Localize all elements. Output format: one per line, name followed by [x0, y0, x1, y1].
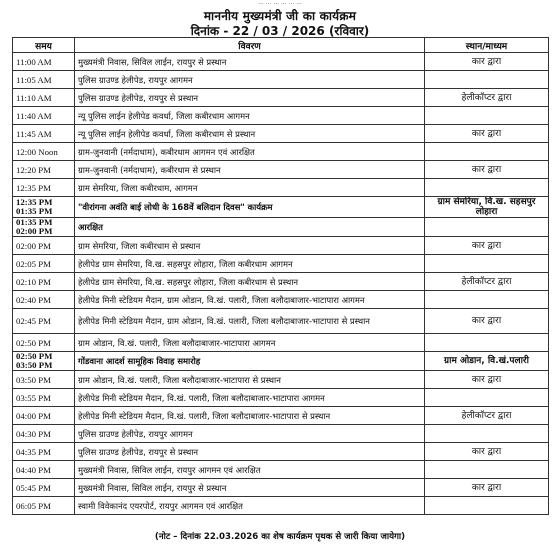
table-header-row [13, 38, 549, 53]
mode-cell [425, 179, 549, 197]
description-cell: ग्राम ओडान, वि.खं. पलारी, जिला बलौदाबाजार-भाटापारा से प्रस्थान [75, 371, 425, 389]
time-cell: 11:45 AM [13, 125, 75, 143]
mode-cell [425, 143, 549, 161]
table-row [13, 371, 549, 389]
table-row [13, 125, 549, 143]
table-row [13, 237, 549, 255]
mode-cell: कार द्वारा [425, 371, 549, 389]
table-row [13, 89, 549, 107]
table-row [13, 407, 549, 425]
table-row [13, 443, 549, 461]
description-cell: न्यू पुलिस लाईन हेलीपेड कवर्धा, जिला कबीरधाम आगमन [75, 107, 425, 125]
footer-note: (नोट – दिनांक 22.03.2026 का शेष कार्यक्रम पृथक से जारी किया जायेगा) [154, 532, 406, 542]
time-cell: 02:00 PM [13, 237, 75, 255]
time-cell: 02:05 PM [13, 255, 75, 273]
date-line: दिनांक - 22 / 03 / 2026 (रविवार) [190, 24, 370, 38]
time-cell: 12:35 PM 01:35 PM [13, 197, 75, 218]
time-cell: 02:10 PM [13, 273, 75, 291]
mode-cell [425, 425, 549, 443]
time-cell: 12:00 Noon [13, 143, 75, 161]
table-row [13, 479, 549, 497]
mode-cell [425, 389, 549, 407]
mode-cell: कार द्वारा [425, 309, 549, 334]
time-cell: 11:10 AM [13, 89, 75, 107]
description-cell: स्वामी विवेकानंद एयरपोर्ट, रायपुर आगमन एवं आरक्षित [75, 497, 425, 515]
description-cell: पुलिस ग्राउण्ड हेलीपेड, रायपुर से प्रस्थान [75, 443, 425, 461]
description-cell: हेलीपेड मिनी स्टेडियम मैदान, वि.खं. पलारी, जिला बलौदाबाजार-भाटापारा से प्रस्थान [75, 407, 425, 425]
mode-cell: ग्राम ओडान, वि.खं.पलारी [425, 352, 549, 371]
time-cell: 02:45 PM [13, 309, 75, 334]
table-row [13, 273, 549, 291]
mode-cell: ग्राम सेमरिया, वि.ख. सहसपुर लोहारा [425, 197, 549, 218]
description-cell: ग्राम-जुनवानी (नर्मदाधाम), कबीरधाम आगमन एवं आरक्षित [75, 143, 425, 161]
col-header-description: विवरण [75, 38, 425, 53]
description-cell: मुख्यमंत्री निवास, सिविल लाईन, रायपुर से प्रस्थान [75, 53, 425, 71]
description-cell: हेलीपेड ग्राम सेमरिया, वि.ख. सहसपुर लोहारा, जिला कबीरधाम से प्रस्थान [75, 273, 425, 291]
table-row [13, 161, 549, 179]
description-cell: हेलीपेड ग्राम सेमरिया, वि.ख. सहसपुर लोहारा, जिला कबीरधाम आगमन [75, 255, 425, 273]
time-cell: 02:50 PM [13, 334, 75, 352]
description-cell: आरक्षित [75, 218, 425, 237]
table-row [13, 107, 549, 125]
table-row [13, 389, 549, 407]
time-cell: 11:40 AM [13, 107, 75, 125]
mode-cell [425, 291, 549, 309]
page-title: माननीय मुख्यमंत्री जी का कार्यक्रम [203, 9, 357, 23]
mode-cell [425, 461, 549, 479]
table-row [13, 497, 549, 515]
table-row [13, 143, 549, 161]
description-cell: ग्राम सेमरिया, जिला कबीरधाम, आगमन [75, 179, 425, 197]
mode-cell [425, 218, 549, 237]
col-header-time: समय [13, 38, 75, 53]
schedule-table [12, 37, 549, 515]
table-row [13, 291, 549, 309]
mode-cell: कार द्वारा [425, 479, 549, 497]
mode-cell [425, 334, 549, 352]
description-cell: गोंडवाना आदर्श सामूहिक विवाह समारोह [75, 352, 425, 371]
table-row [13, 334, 549, 352]
time-cell: 03:55 PM [13, 389, 75, 407]
table-row [13, 71, 549, 89]
table-row [13, 53, 549, 71]
mode-cell [425, 255, 549, 273]
description-cell: मुख्यमंत्री निवास, सिविल लाईन, रायपुर से प्रस्थान [75, 479, 425, 497]
table-row [13, 218, 549, 237]
time-cell: 04:35 PM [13, 443, 75, 461]
description-cell: पुलिस ग्राउण्ड हेलीपेड, रायपुर आगमन [75, 425, 425, 443]
mode-cell [425, 497, 549, 515]
description-cell: मुख्यमंत्री निवास, सिविल लाईन, रायपुर आगमन एवं आरक्षित [75, 461, 425, 479]
table-row [13, 197, 549, 218]
mode-cell [425, 71, 549, 89]
table-row [13, 352, 549, 371]
time-cell: 04:30 PM [13, 425, 75, 443]
table-row [13, 179, 549, 197]
mode-cell: हेलीकॉप्टर द्वारा [425, 407, 549, 425]
table-row [13, 461, 549, 479]
time-cell: 02:40 PM [13, 291, 75, 309]
time-cell: 04:40 PM [13, 461, 75, 479]
mode-cell: हेलीकॉप्टर द्वारा [425, 89, 549, 107]
mode-cell: कार द्वारा [425, 237, 549, 255]
description-cell: हेलीपेड मिनी स्टेडियम मैदान, वि.खं. पलारी, जिला बलौदाबाजार-भाटापारा आगमन [75, 389, 425, 407]
mode-cell: कार द्वारा [425, 161, 549, 179]
mode-cell: कार द्वारा [425, 443, 549, 461]
time-cell: 01:35 PM 02:00 PM [13, 218, 75, 237]
time-cell: 11:05 AM [13, 71, 75, 89]
mode-cell: कार द्वारा [425, 125, 549, 143]
table-row [13, 255, 549, 273]
time-cell: 04:00 PM [13, 407, 75, 425]
description-cell: ग्राम सेमरिया, जिला कबीरधाम से प्रस्थान [75, 237, 425, 255]
time-cell: 06:05 PM [13, 497, 75, 515]
description-cell: ग्राम-जुनवानी (नर्मदाधाम), कबीरधाम से प्रस्थान [75, 161, 425, 179]
mode-cell: कार द्वारा [425, 53, 549, 71]
mode-cell [425, 107, 549, 125]
time-cell: 12:35 PM [13, 179, 75, 197]
description-cell: पुलिस ग्राउण्ड हेलीपेड, रायपुर से प्रस्थान [75, 89, 425, 107]
table-row [13, 425, 549, 443]
description-cell: "वीरांगना अवंति बाई लोधी के 168वें बलिदान दिवस" कार्यक्रम [75, 197, 425, 218]
time-cell: 03:50 PM [13, 371, 75, 389]
time-cell: 02:50 PM 03:50 PM [13, 352, 75, 371]
description-cell: हेलीपेड मिनी स्टेडियम मैदान, ग्राम ओडान, वि.खं. पलारी, जिला बलौदाबाजार-भाटापारा से प्रस्थान [75, 309, 425, 334]
time-cell: 11:00 AM [13, 53, 75, 71]
col-header-mode: स्थान/माध्यम [425, 38, 549, 53]
mode-cell: हेलीकॉप्टर द्वारा [425, 273, 549, 291]
description-cell: ग्राम ओडान, वि.खं. पलारी, जिला बलौदाबाजार-भाटापारा आगमन [75, 334, 425, 352]
description-cell: न्यू पुलिस लाईन हेलीपेड कवर्धा, जिला कबीरधाम से प्रस्थान [75, 125, 425, 143]
table-row [13, 309, 549, 334]
time-cell: 05:45 PM [13, 479, 75, 497]
time-cell: 12:20 PM [13, 161, 75, 179]
cropped-top-text: ... ... ... ... ... ... [258, 0, 302, 6]
description-cell: हेलीपेड मिनी स्टेडियम मैदान, ग्राम ओडान, वि.खं. पलारी, जिला बलौदाबाजार-भाटापारा आगमन [75, 291, 425, 309]
description-cell: पुलिस ग्राउण्ड हेलीपेड, रायपुर आगमन [75, 71, 425, 89]
